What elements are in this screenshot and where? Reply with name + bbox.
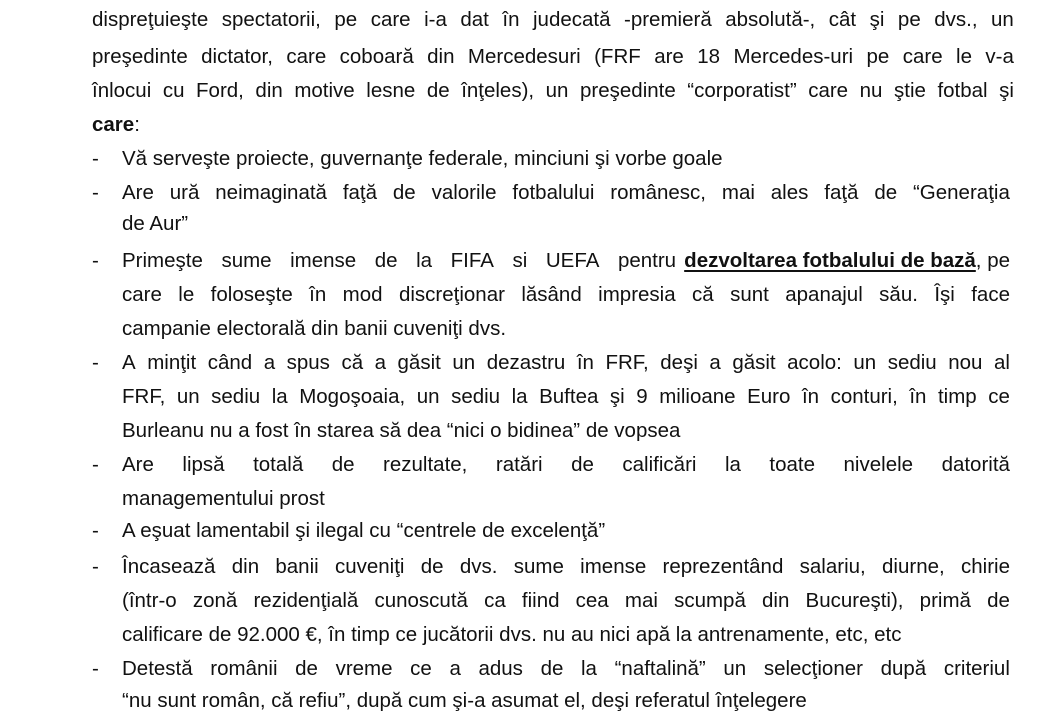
word: scumpă xyxy=(674,589,746,612)
word: 18 xyxy=(697,45,721,68)
word: un xyxy=(991,8,1014,31)
word: reprezentând xyxy=(662,555,784,578)
word: un xyxy=(723,657,747,680)
word: cât xyxy=(828,8,857,31)
bullet-7-line-3: calificare de 92.000 €, în timp ce jucătorii dvs. nu au nici apă la antrenamente, etc, etc xyxy=(122,623,902,646)
word: lesne xyxy=(366,79,416,102)
word: timp xyxy=(937,385,977,408)
bullet-3-line-2 xyxy=(122,285,1010,306)
word: fiind xyxy=(521,589,560,612)
word: pe xyxy=(866,45,890,68)
word: “naftalină” xyxy=(614,657,706,680)
word: nu xyxy=(859,79,883,102)
word: ce xyxy=(988,385,1010,408)
word: FRF, xyxy=(122,385,166,408)
bullet-marker: - xyxy=(92,453,99,476)
word: spus xyxy=(286,351,330,374)
bullet-7-line-1 xyxy=(122,557,1010,578)
word: cunoscută xyxy=(374,589,468,612)
word: si xyxy=(512,249,528,272)
word: dispreţuieşte xyxy=(92,8,209,31)
word: dvs. xyxy=(459,555,498,578)
word: Îşi xyxy=(934,283,955,306)
word: sume xyxy=(221,249,272,272)
word: din xyxy=(255,79,283,102)
word: (FRF xyxy=(594,45,641,68)
word: nou xyxy=(948,351,983,374)
bullet-marker: - xyxy=(92,519,99,542)
word: apanajul xyxy=(785,283,863,306)
bullet-3-line-3: campanie electorală din banii cuveniţi dvs. xyxy=(122,317,507,340)
word: un xyxy=(452,351,476,374)
bullet-2-line-2: de Aur” xyxy=(122,212,189,235)
word: un xyxy=(545,79,569,102)
word: imense xyxy=(580,555,647,578)
word: acolo: xyxy=(787,351,842,374)
word: ştie xyxy=(894,79,926,102)
bullet-3-line-1-words xyxy=(122,251,676,272)
word: ales xyxy=(770,181,809,204)
word: “Generaţia xyxy=(912,181,1010,204)
word: calificări xyxy=(622,453,697,476)
word: spectatorii, xyxy=(221,8,321,31)
word: le xyxy=(956,45,972,68)
bullet-4-line-2 xyxy=(122,387,1010,408)
bullet-2-line-1 xyxy=(122,183,1010,204)
word: fotbalului xyxy=(512,181,595,204)
intro-line-3 xyxy=(92,81,1014,102)
bullet-marker: - xyxy=(92,249,99,272)
word: ratări xyxy=(495,453,543,476)
word: care xyxy=(902,45,943,68)
word: Euro xyxy=(747,385,791,408)
word: criteriul xyxy=(943,657,1010,680)
word: preşedinte xyxy=(580,79,676,102)
word: Detestă xyxy=(122,657,193,680)
word: în xyxy=(502,8,520,31)
word: lipsă xyxy=(182,453,225,476)
word: care xyxy=(122,283,162,306)
word: înlocui xyxy=(92,79,152,102)
word: -premieră xyxy=(624,8,712,31)
word: toate xyxy=(769,453,816,476)
word: rezultate, xyxy=(383,453,468,476)
word: din xyxy=(762,589,790,612)
intro-line-1 xyxy=(92,10,1014,31)
word: milioane xyxy=(659,385,736,408)
word: foloseşte xyxy=(210,283,293,306)
word: dvs., xyxy=(934,8,978,31)
word: la xyxy=(511,385,528,408)
word: impresia xyxy=(598,283,676,306)
word: românesc, xyxy=(610,181,707,204)
word: cuveniţi xyxy=(334,555,405,578)
word: nivelele xyxy=(843,453,914,476)
word: care xyxy=(286,45,327,68)
word: după xyxy=(880,657,927,680)
word: i-a xyxy=(424,8,447,31)
word: în xyxy=(309,283,327,306)
word: salariu, xyxy=(799,555,866,578)
word: când xyxy=(207,351,253,374)
word: faţă xyxy=(342,181,378,204)
bullet-4-line-3: Burleanu nu a fost în starea să dea “nici o bidinea” de vopsea xyxy=(122,419,681,442)
bullet-8-line-1 xyxy=(122,659,1010,680)
word: FIFA xyxy=(450,249,494,272)
word: adus xyxy=(478,657,523,680)
word: dezastru xyxy=(486,351,566,374)
word: vreme xyxy=(335,657,393,680)
word: sume xyxy=(513,555,564,578)
word: cea xyxy=(575,589,609,612)
bullet-1-line-1: Vă serveşte proiecte, guvernanţe federale, minciuni şi vorbe goale xyxy=(122,147,723,170)
word: Are xyxy=(122,453,154,476)
word: Bucureşti), xyxy=(805,589,904,612)
word: ură xyxy=(169,181,200,204)
word: valorile xyxy=(431,181,497,204)
bullet-5-line-1 xyxy=(122,455,1010,476)
word: mai xyxy=(721,181,755,204)
word: care xyxy=(370,8,411,31)
bullet-4-line-1 xyxy=(122,353,1010,374)
word: diurne, xyxy=(882,555,945,578)
word: 9 xyxy=(636,385,648,408)
bullet-marker: - xyxy=(92,657,99,680)
word: dictator, xyxy=(201,45,273,68)
intro-bold-word: care xyxy=(92,113,135,136)
word: preşedinte xyxy=(92,45,188,68)
word: banii xyxy=(275,555,319,578)
word: sediu xyxy=(211,385,261,408)
word: cu xyxy=(162,79,185,102)
bullet-6-line-1: A eşuat lamentabil şi ilegal cu “centrele de excelenţă” xyxy=(122,519,606,542)
word: sediu xyxy=(451,385,501,408)
word: de xyxy=(571,453,594,476)
word: un xyxy=(176,385,200,408)
word: Mercedes-uri xyxy=(733,45,854,68)
word: coboară xyxy=(339,45,414,68)
word: discreţionar xyxy=(398,283,505,306)
word: Încasează xyxy=(122,555,216,578)
word: judecată xyxy=(532,8,611,31)
word: mod xyxy=(342,283,383,306)
word: motive xyxy=(294,79,355,102)
intro-line-4 xyxy=(92,115,140,136)
word: pe xyxy=(897,8,921,31)
bullet-3-line-1-tail: , pe xyxy=(975,249,1010,272)
word: chirie xyxy=(960,555,1010,578)
word: faţă xyxy=(824,181,859,204)
word: UEFA xyxy=(545,249,600,272)
word: ca xyxy=(484,589,506,612)
word: de xyxy=(540,657,564,680)
word: ce xyxy=(410,657,432,680)
word: FRF, xyxy=(605,351,649,374)
word: de xyxy=(987,589,1010,612)
word: a xyxy=(449,657,461,680)
bullet-marker: - xyxy=(92,147,99,170)
word: datorită xyxy=(941,453,1010,476)
word: Are xyxy=(122,181,154,204)
word: neimaginată xyxy=(215,181,327,204)
word: face xyxy=(971,283,1010,306)
word: Ford, xyxy=(196,79,244,102)
word: a xyxy=(709,351,721,374)
word: (într-o xyxy=(122,589,177,612)
bullet-5-line-2: managementului prost xyxy=(122,487,325,510)
word: A xyxy=(122,351,136,374)
word: minţit xyxy=(147,351,197,374)
word: care xyxy=(808,79,849,102)
intro-line-2 xyxy=(92,47,1014,68)
word: de xyxy=(374,249,398,272)
word: “corporatist” xyxy=(687,79,797,102)
word: totală xyxy=(253,453,304,476)
intro-colon: : xyxy=(134,113,140,136)
word: de xyxy=(295,657,318,680)
word: primă xyxy=(919,589,971,612)
word: său. xyxy=(879,283,918,306)
bullet-7-line-2 xyxy=(122,591,1010,612)
word: la xyxy=(724,453,741,476)
word: al xyxy=(993,351,1010,374)
word: că xyxy=(341,351,364,374)
bullet-marker: - xyxy=(92,351,99,374)
word: în xyxy=(801,385,820,408)
word: sediu xyxy=(887,351,937,374)
word: a xyxy=(374,351,387,374)
bullet-3-line-1 xyxy=(122,251,1010,272)
word: înţeles), xyxy=(461,79,535,102)
word: conturi, xyxy=(830,385,898,408)
word: absolută-, xyxy=(725,8,816,31)
word: pe xyxy=(334,8,358,31)
word: Buftea xyxy=(539,385,599,408)
word: şi xyxy=(869,8,885,31)
word: imense xyxy=(290,249,357,272)
word: la xyxy=(581,657,597,680)
word: fotbal xyxy=(937,79,988,102)
bullet-marker: - xyxy=(92,555,99,578)
word: a xyxy=(263,351,276,374)
bullet-marker: - xyxy=(92,181,99,204)
word: le xyxy=(178,283,195,306)
word: la xyxy=(416,249,433,272)
word: şi xyxy=(609,385,625,408)
word: Mercedesuri xyxy=(467,45,581,68)
word: dat xyxy=(460,8,489,31)
word: găsit xyxy=(397,351,441,374)
word: mai xyxy=(624,589,658,612)
word: la xyxy=(271,385,288,408)
word: şi xyxy=(999,79,1014,102)
word: în xyxy=(576,351,594,374)
bullet-3-emphasis: dezvoltarea fotbalului de bază xyxy=(684,249,976,272)
word: lăsând xyxy=(521,283,582,306)
word: din xyxy=(427,45,455,68)
word: un xyxy=(416,385,440,408)
word: că xyxy=(692,283,714,306)
word: sunt xyxy=(730,283,769,306)
word: românii xyxy=(210,657,278,680)
word: selecţioner xyxy=(763,657,863,680)
word: v-a xyxy=(985,45,1014,68)
bullet-8-line-2: “nu sunt român, că refiu”, după cum şi-a asumat el, deşi referatul înţelegere xyxy=(122,689,807,712)
word: deşi xyxy=(660,351,698,374)
word: Primeşte xyxy=(122,249,203,272)
word: de xyxy=(420,555,444,578)
word: pentru xyxy=(617,249,677,272)
word: zonă xyxy=(192,589,238,612)
word: de xyxy=(874,181,898,204)
word: Mogoşoaia, xyxy=(299,385,406,408)
word: găsit xyxy=(732,351,776,374)
word: de xyxy=(392,181,416,204)
word: în xyxy=(909,385,927,408)
word: un xyxy=(853,351,877,374)
word: rezidenţială xyxy=(253,589,359,612)
word: de xyxy=(426,79,450,102)
word: are xyxy=(654,45,684,68)
word: din xyxy=(231,555,260,578)
word: de xyxy=(331,453,355,476)
